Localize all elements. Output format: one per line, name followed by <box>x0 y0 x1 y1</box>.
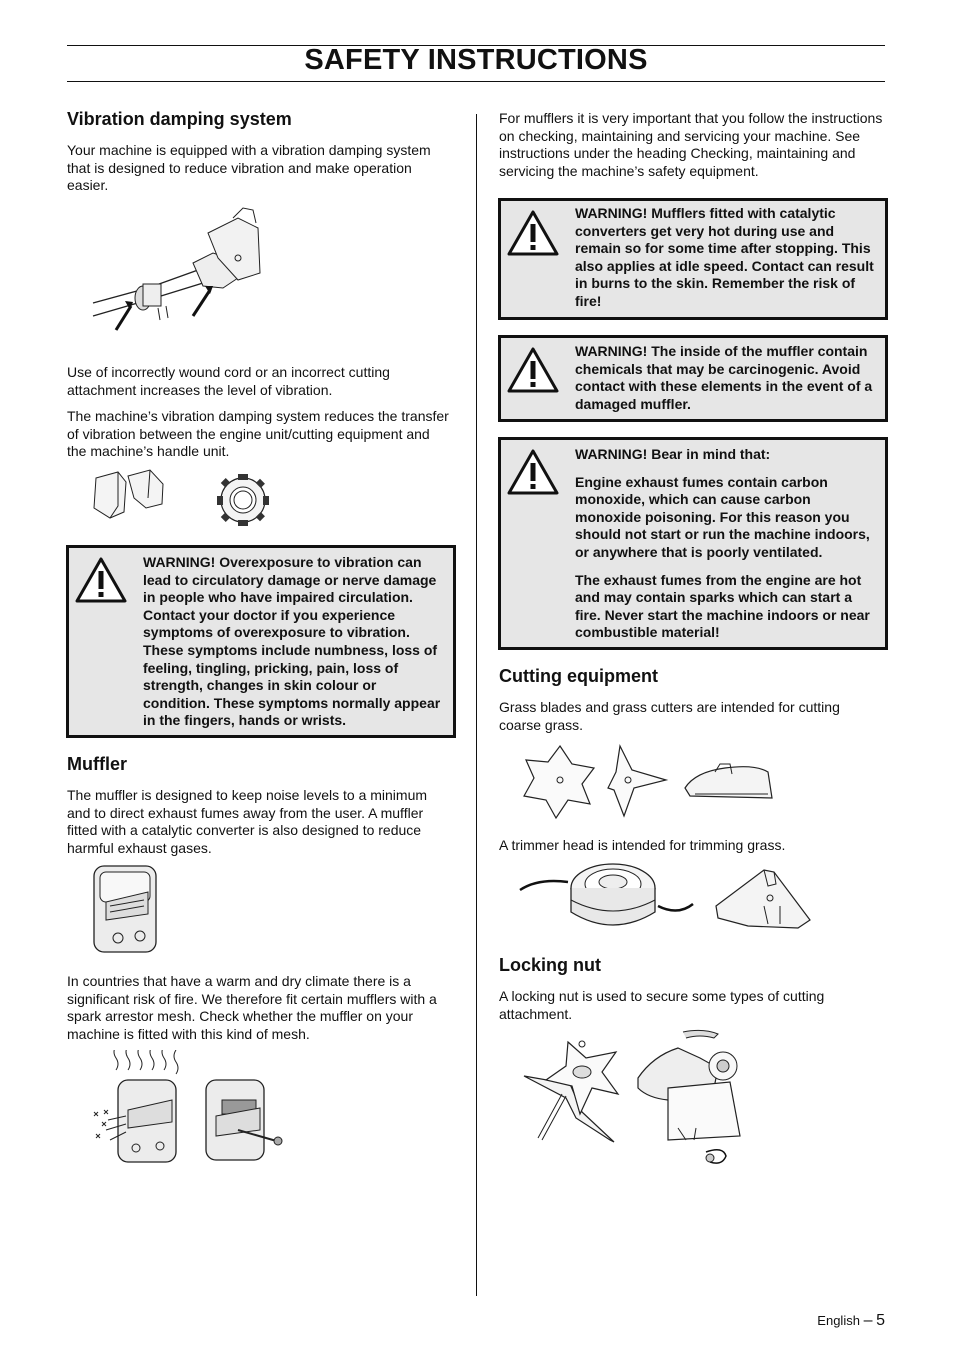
grass-blades-illustration <box>520 742 775 820</box>
cutting-para-1: Grass blades and grass cutters are intended for cutting coarse grass. <box>499 699 840 733</box>
trimmer-head-illustration <box>518 860 816 938</box>
warning-triangle-icon <box>75 557 127 603</box>
warning-box-catalytic <box>498 198 888 320</box>
page-title: SAFETY INSTRUCTIONS <box>304 44 648 76</box>
warning-text-exhaust-1: Engine exhaust fumes contain carbon monoxide, which can cause carbon monoxide poisoning. For this reason you should not start or run the machine indoors, or anywhere that is poorly ventilated. <box>575 473 870 560</box>
cutting-intro-block <box>499 699 885 734</box>
muffler-para-2: In countries that have a warm and dry climate there is a significant risk of fire. We therefore fit certain mufflers with a spark arrestor mesh. Check whether the muffler on your machine is fitted with this kind of mesh. <box>67 973 437 1042</box>
trimmer-text-block <box>499 837 885 855</box>
muffler-para-3: For mufflers it is very important that you follow the instructions on checking, maintaining and servicing your machine. See instructions under the heading Checking, maintaining and servicing the machine’s safety equipment. <box>499 110 883 179</box>
warning-triangle-icon <box>507 210 559 256</box>
warning-text-exhaust-2: The exhaust fumes from the engine are hot and may contain sparks which can start a fire. Never start the machine indoors or near combustible material! <box>575 571 870 641</box>
column-divider <box>476 114 477 1296</box>
warning-text-carcinogenic: WARNING! The inside of the muffler contain chemicals that may be carcinogenic. Avoid contact with these elements in the event of a damaged muffler. <box>575 343 873 412</box>
vibration-para-1: Use of incorrectly wound cord or an incorrect cutting attachment increases the level of vibration. <box>67 364 390 398</box>
spark-arrestor-illustration <box>88 1050 288 1165</box>
footer-dash: – <box>863 1312 873 1329</box>
page-footer <box>817 1312 885 1330</box>
vibration-intro-block <box>67 142 452 195</box>
muffler-heading: Muffler <box>67 754 127 774</box>
vibration-intro: Your machine is equipped with a vibration damping system that is designed to reduce vibration and make operation easier. <box>67 142 431 193</box>
muffler-intro-block <box>67 787 452 857</box>
warning-triangle-icon <box>507 347 559 393</box>
locking-intro-block <box>499 988 885 1023</box>
vibration-heading: Vibration damping system <box>67 109 292 129</box>
warning-box-exhaust <box>498 437 888 650</box>
vibration-para-2: The machine’s vibration damping system reduces the transfer of vibration between the engine unit/cutting equipment and the machine’s handle unit. <box>67 408 449 459</box>
cutting-heading: Cutting equipment <box>499 666 658 686</box>
warning-box-vibration <box>66 545 456 738</box>
locking-nut-illustration <box>518 1028 750 1170</box>
locking-para-1: A locking nut is used to secure some types of cutting attachment. <box>499 988 825 1022</box>
muffler-text-block <box>67 973 452 1043</box>
damper-parts-illustration <box>88 468 278 530</box>
cutting-para-2: A trimmer head is intended for trimming grass. <box>499 837 786 853</box>
warning-triangle-icon <box>507 449 559 495</box>
warning-text-vibration: WARNING! Overexposure to vibration can lead to circulatory damage or nerve damage in people who have impaired circulation. Contact your doctor if you experience symptoms of overexposure to vibration. These symptoms include numbness, loss of feeling, tingling, pricking, pain, loss of strength, changes in skin colour or condition. These symptoms normally appear in the fingers, hands or wrists. <box>143 554 441 729</box>
vibration-text-block <box>67 364 452 461</box>
muffler-maintenance-block <box>499 110 885 180</box>
warning-box-carcinogenic <box>498 335 888 422</box>
header-rule-bottom <box>67 81 885 82</box>
page-number: 5 <box>876 1312 885 1329</box>
warning-text-catalytic: WARNING! Mufflers fitted with catalytic converters get very hot during use and remain so for some time after stopping. This also applies at idle speed. Contact can result in burns to the skin. Remember the risk of fire! <box>575 205 874 309</box>
warning-title-exhaust: WARNING! Bear in mind that: <box>575 446 771 462</box>
vibration-damper-handle-illustration <box>88 198 268 333</box>
locking-heading: Locking nut <box>499 955 601 975</box>
muffler-para-1: The muffler is designed to keep noise levels to a minimum and to direct exhaust fumes away from the user. A muffler fitted with a catalytic converter is also designed to reduce harmful exhaust gases. <box>67 787 428 856</box>
footer-language: English <box>817 1313 860 1328</box>
catalytic-muffler-illustration <box>88 862 163 957</box>
